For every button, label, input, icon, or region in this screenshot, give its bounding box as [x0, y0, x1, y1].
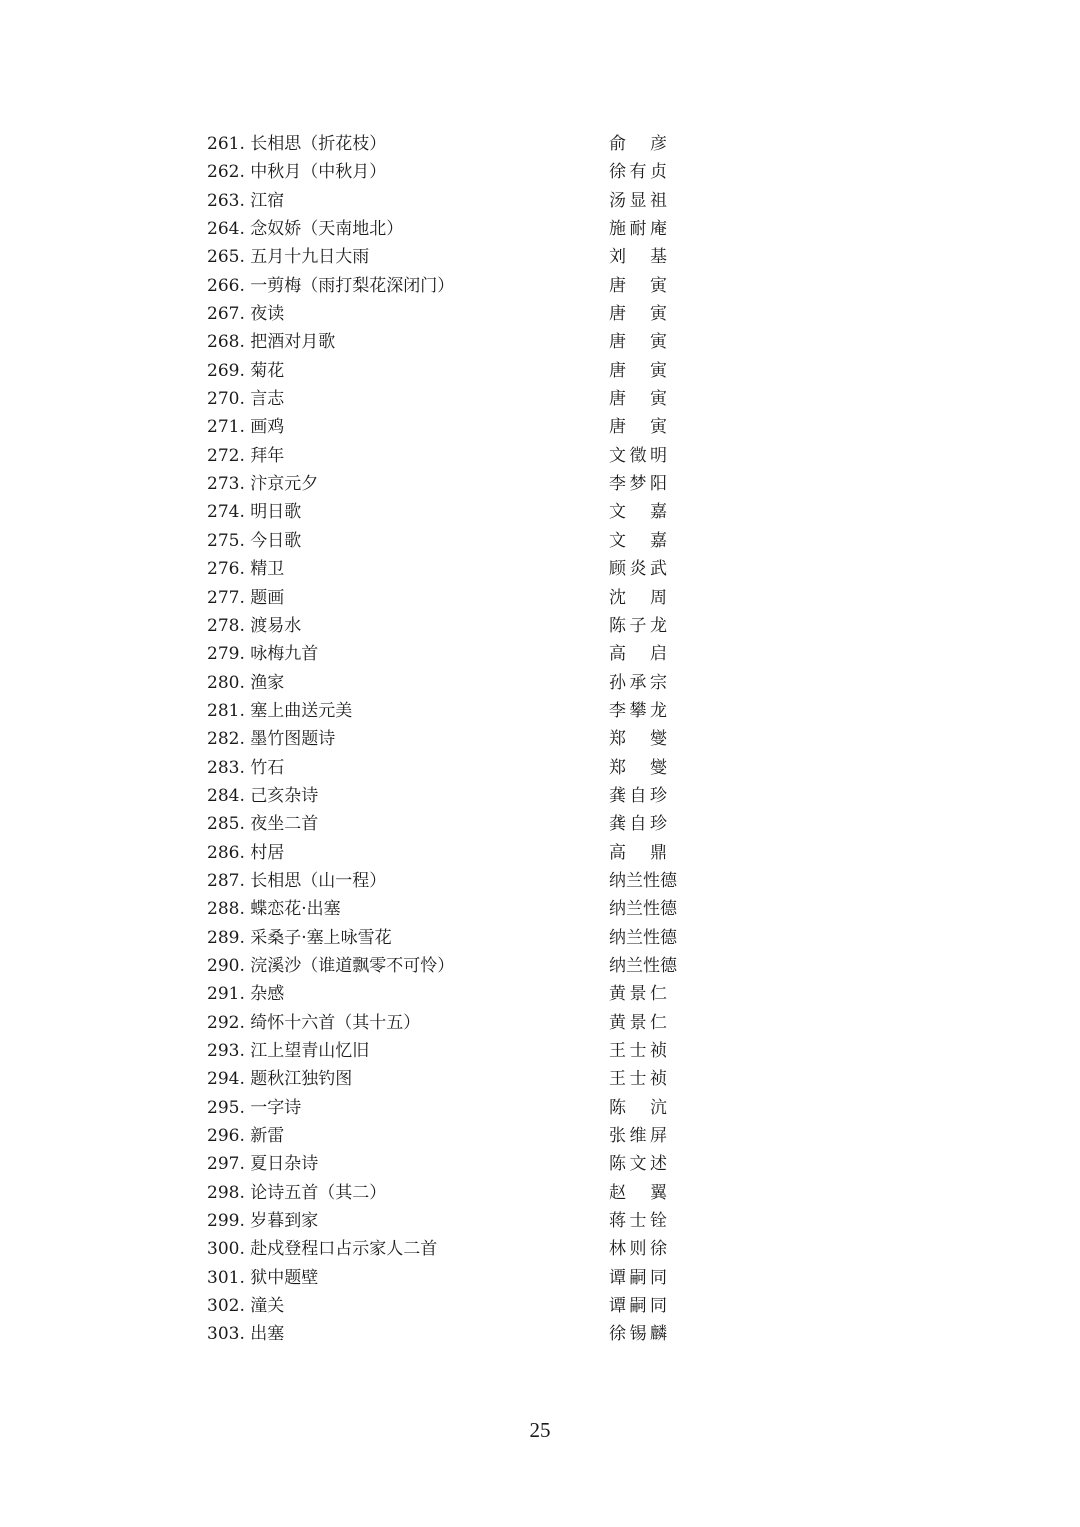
- poem-index-list: [207, 130, 687, 1349]
- poem-author: 谭嗣同: [609, 1267, 667, 1288]
- poem-author: 李梦阳: [609, 474, 667, 495]
- list-item: [207, 1037, 687, 1065]
- list-item: [207, 1094, 687, 1122]
- poem-title: 303. 出塞: [207, 1324, 285, 1345]
- list-item: [207, 470, 687, 498]
- list-item: [207, 697, 687, 725]
- list-item: [207, 754, 687, 782]
- poem-title: 283. 竹石: [207, 757, 285, 778]
- poem-title: 295. 一字诗: [207, 1097, 302, 1118]
- poem-title: 296. 新雷: [207, 1126, 285, 1147]
- poem-title: 277. 题画: [207, 587, 285, 608]
- list-item: [207, 385, 687, 413]
- poem-author: 唐 寅: [609, 304, 667, 325]
- poem-title: 282. 墨竹图题诗: [207, 729, 336, 750]
- poem-title: 262. 中秋月（中秋月）: [207, 162, 387, 183]
- list-item: [207, 300, 687, 328]
- poem-author: 黄景仁: [609, 984, 667, 1005]
- poem-title: 290. 浣溪沙（谁道飘零不可怜）: [207, 955, 455, 976]
- poem-author: 文 嘉: [609, 502, 667, 523]
- list-item: [207, 130, 687, 158]
- list-item: [207, 357, 687, 385]
- poem-title: 269. 菊花: [207, 360, 285, 381]
- list-item: [207, 584, 687, 612]
- poem-title: 288. 蝶恋花·出塞: [207, 899, 341, 920]
- poem-author: 纳兰性德: [609, 899, 677, 920]
- poem-title: 284. 己亥杂诗: [207, 785, 319, 806]
- poem-author: 纳兰性德: [609, 955, 677, 976]
- poem-author: 郑 燮: [609, 729, 667, 750]
- poem-author: 蒋士铨: [609, 1211, 667, 1232]
- poem-title: 285. 夜坐二首: [207, 814, 319, 835]
- poem-title: 292. 绮怀十六首（其十五）: [207, 1012, 421, 1033]
- poem-author: 张维屏: [609, 1126, 667, 1147]
- poem-author: 陈子龙: [609, 615, 667, 636]
- poem-title: 261. 长相思（折花枝）: [207, 134, 387, 154]
- list-item: [207, 1320, 687, 1348]
- poem-author: 纳兰性德: [609, 927, 677, 948]
- poem-author: 顾炎武: [609, 559, 667, 580]
- poem-title: 301. 狱中题壁: [207, 1267, 319, 1288]
- poem-author: 汤显祖: [609, 190, 667, 211]
- poem-author: 谭嗣同: [609, 1296, 667, 1317]
- poem-title: 272. 拜年: [207, 445, 285, 466]
- poem-title: 281. 塞上曲送元美: [207, 700, 353, 721]
- poem-title: 298. 论诗五首（其二）: [207, 1182, 387, 1203]
- poem-title: 297. 夏日杂诗: [207, 1154, 319, 1175]
- poem-author: 王士祯: [609, 1041, 667, 1061]
- list-item: [207, 555, 687, 583]
- poem-author: 赵 翼: [609, 1182, 667, 1203]
- list-item: [207, 612, 687, 640]
- poem-title: 293. 江上望青山忆旧: [207, 1041, 370, 1061]
- poem-title: 279. 咏梅九首: [207, 644, 319, 665]
- list-item: [207, 980, 687, 1008]
- list-item: [207, 328, 687, 356]
- poem-title: 278. 渡易水: [207, 615, 302, 636]
- list-item: [207, 895, 687, 923]
- poem-author: 沈 周: [609, 587, 667, 608]
- poem-author: 唐 寅: [609, 417, 667, 438]
- list-item: [207, 1292, 687, 1320]
- poem-author: 文徵明: [609, 445, 667, 466]
- poem-title: 270. 言志: [207, 389, 285, 410]
- poem-author: 纳兰性德: [609, 870, 677, 891]
- poem-author: 龚自珍: [609, 785, 667, 806]
- poem-title: 271. 画鸡: [207, 417, 285, 438]
- list-item: [207, 1179, 687, 1207]
- poem-author: 王士祯: [609, 1069, 667, 1090]
- poem-title: 287. 长相思（山一程）: [207, 870, 387, 891]
- poem-author: 文 嘉: [609, 530, 667, 551]
- list-item: [207, 272, 687, 300]
- page-number: 25: [529, 1418, 551, 1442]
- list-item: [207, 243, 687, 271]
- poem-title: 267. 夜读: [207, 304, 285, 325]
- list-item: [207, 924, 687, 952]
- poem-author: 黄景仁: [609, 1012, 667, 1033]
- poem-author: 唐 寅: [609, 360, 667, 381]
- poem-author: 高 鼎: [609, 842, 667, 863]
- poem-author: 徐有贞: [609, 162, 667, 183]
- list-item: [207, 413, 687, 441]
- list-item: [207, 187, 687, 215]
- poem-title: 291. 杂感: [207, 984, 285, 1005]
- poem-author: 唐 寅: [609, 389, 667, 410]
- list-item: [207, 810, 687, 838]
- list-item: [207, 725, 687, 753]
- list-item: [207, 782, 687, 810]
- list-item: [207, 1264, 687, 1292]
- poem-title: 264. 念奴娇（天南地北）: [207, 219, 404, 240]
- poem-title: 299. 岁暮到家: [207, 1211, 319, 1232]
- poem-title: 265. 五月十九日大雨: [207, 247, 370, 268]
- poem-author: 高 启: [609, 644, 667, 665]
- poem-author: 陈文述: [609, 1154, 667, 1175]
- poem-title: 289. 采桑子·塞上咏雪花: [207, 927, 392, 948]
- poem-author: 刘 基: [609, 247, 667, 268]
- poem-author: 林则徐: [609, 1239, 667, 1260]
- list-item: [207, 839, 687, 867]
- poem-author: 郑 燮: [609, 757, 667, 778]
- poem-title: 300. 赴戍登程口占示家人二首: [207, 1239, 438, 1260]
- list-item: [207, 952, 687, 980]
- poem-author: 俞 彦: [609, 134, 667, 154]
- list-item: [207, 1235, 687, 1263]
- poem-author: 李攀龙: [609, 700, 667, 721]
- poem-title: 263. 江宿: [207, 190, 285, 211]
- poem-title: 280. 渔家: [207, 672, 285, 693]
- list-item: [207, 1122, 687, 1150]
- list-item: [207, 1207, 687, 1235]
- list-item: [207, 867, 687, 895]
- poem-title: 268. 把酒对月歌: [207, 332, 336, 353]
- poem-title: 275. 今日歌: [207, 530, 302, 551]
- poem-title: 274. 明日歌: [207, 502, 302, 523]
- list-item: [207, 669, 687, 697]
- list-item: [207, 640, 687, 668]
- poem-title: 266. 一剪梅（雨打梨花深闭门）: [207, 275, 455, 296]
- poem-title: 294. 题秋江独钓图: [207, 1069, 353, 1090]
- poem-title: 273. 汴京元夕: [207, 474, 319, 495]
- list-item: [207, 527, 687, 555]
- list-item: [207, 215, 687, 243]
- poem-author: 龚自珍: [609, 814, 667, 835]
- list-item: [207, 158, 687, 186]
- poem-author: 陈 沆: [609, 1097, 667, 1118]
- list-item: [207, 1065, 687, 1093]
- list-item: [207, 498, 687, 526]
- poem-title: 302. 潼关: [207, 1296, 285, 1317]
- poem-title: 276. 精卫: [207, 559, 285, 580]
- poem-author: 唐 寅: [609, 332, 667, 353]
- poem-author: 徐锡麟: [609, 1324, 667, 1345]
- poem-author: 施耐庵: [609, 219, 667, 240]
- poem-author: 唐 寅: [609, 275, 667, 296]
- poem-author: 孙承宗: [609, 672, 667, 693]
- list-item: [207, 442, 687, 470]
- list-item: [207, 1009, 687, 1037]
- poem-title: 286. 村居: [207, 842, 285, 863]
- list-item: [207, 1150, 687, 1178]
